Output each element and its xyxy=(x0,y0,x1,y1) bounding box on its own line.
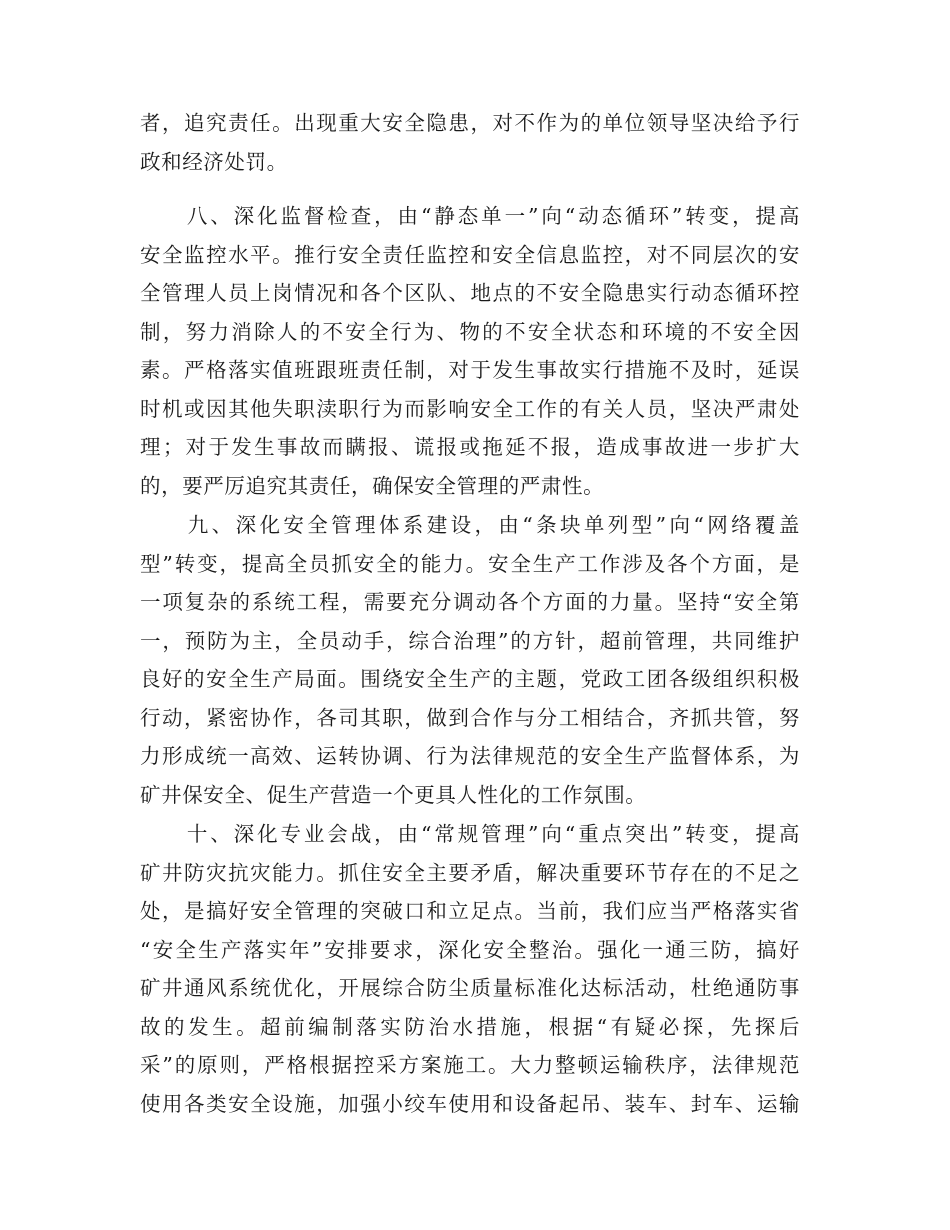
text-line: 一项复杂的系统工程，需要充分调动各个方面的力量。坚持“安全第 xyxy=(140,590,800,614)
text-line: 矿井通风系统优化，开展综合防尘质量标准化达标活动，杜绝通防事 xyxy=(140,976,800,1000)
text-line: 一，预防为主，全员动手，综合治理”的方针，超前管理，共同维护 xyxy=(140,628,800,653)
text-line: 素。严格落实值班跟班责任制，对于发生事故实行措施不及时，延误 xyxy=(140,358,800,382)
text-line: 故的发生。超前编制落实防治水措施，根据“有疑必探，先探后 xyxy=(140,1014,800,1039)
text-line: 型”转变，提高全员抓安全的能力。安全生产工作涉及各个方面，是 xyxy=(140,551,800,576)
text-line: 采”的原则，严格根据控采方案施工。大力整顿运输秩序，法律规范 xyxy=(140,1053,800,1077)
text-line: 使用各类安全设施，加强小绞车使用和设备起吊、装车、封车、运输 xyxy=(140,1091,800,1116)
text-line: 良好的安全生产局面。围绕安全生产的主题，党政工团各级组织积极 xyxy=(140,667,800,691)
text-line: 全管理人员上岗情况和各个区队、地点的不安全隐患实行动态循环控 xyxy=(140,281,800,305)
text-line: 力形成统一高效、运转协调、行为法律规范的安全生产监督体系，为 xyxy=(140,744,800,768)
text-line: 八、深化监督检查，由“静态单一”向“动态循环”转变，提高 xyxy=(140,204,800,228)
text-line: 制，努力消除人的不安全行为、物的不安全状态和环境的不安全因 xyxy=(140,319,800,344)
paragraph-1 xyxy=(140,104,800,181)
paragraph-2 xyxy=(140,197,800,505)
text-line: 九、深化安全管理体系建设，由“条块单列型”向“网络覆盖 xyxy=(140,513,800,537)
text-line: 时机或因其他失职渎职行为而影响安全工作的有关人员，坚决严肃处 xyxy=(140,396,800,421)
text-line: 理；对于发生事故而瞒报、谎报或拖延不报，造成事故进一步扩大 xyxy=(140,435,800,459)
paragraph-4 xyxy=(140,815,800,1123)
text-line: 矿井防灾抗灾能力。抓住安全主要矛盾，解决重要环节存在的不足之 xyxy=(140,860,800,885)
text-line: 十、深化专业会战，由“常规管理”向“重点突出”转变，提高 xyxy=(140,822,800,846)
text-line: 矿井保安全、促生产营造一个更具人性化的工作氛围。 xyxy=(140,782,647,807)
text-line: 的，要严厉追究其责任，确保安全管理的严肃性。 xyxy=(140,473,605,498)
text-line: “安全生产落实年”安排要求，深化安全整治。强化一通三防，搞好 xyxy=(140,937,800,962)
text-line: 安全监控水平。推行安全责任监控和安全信息监控，对不同层次的安 xyxy=(140,242,800,267)
text-line: 政和经济处罚。 xyxy=(140,149,288,174)
text-line: 者，追究责任。出现重大安全隐患，对不作为的单位领导坚决给予行 xyxy=(140,111,800,135)
paragraph-3 xyxy=(140,506,800,814)
text-line: 行动，紧密协作，各司其职，做到合作与分工相结合，齐抓共管，努 xyxy=(140,705,800,730)
text-line: 处，是搞好安全管理的突破口和立足点。当前，我们应当严格落实省 xyxy=(140,899,800,923)
